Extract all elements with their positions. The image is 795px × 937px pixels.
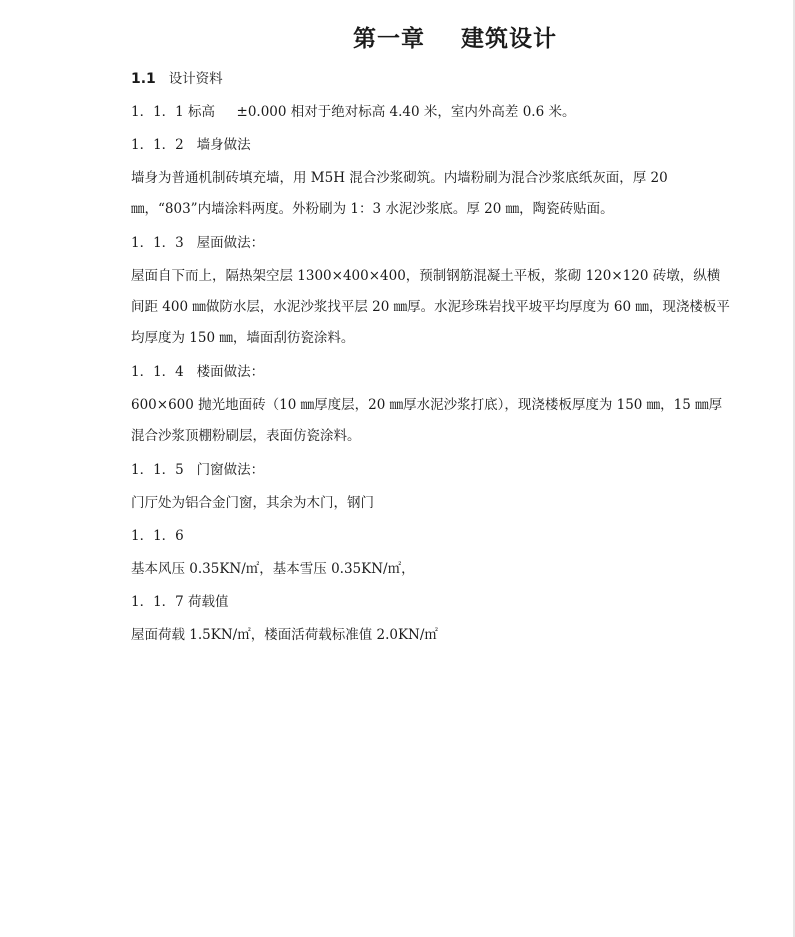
chapter-title: 第一章 建筑设计 xyxy=(352,26,558,52)
wind-snow-heading: 1．1．6 xyxy=(131,528,184,544)
load-text: 屋面荷载 1.5KN/㎡，楼面活荷载标准值 2.0KN/㎡ xyxy=(131,627,438,643)
elevation-line: 1．1．1 标高 ±0.000 相对于绝对标高 4.40 米，室内外高差 0.6 米。 xyxy=(131,104,576,120)
roof-heading: 1．1．3 屋面做法： xyxy=(131,235,265,251)
load-heading: 1．1．7 荷载值 xyxy=(131,594,229,610)
section-number: 1.1 xyxy=(131,71,156,87)
doors-windows-text: 门厅处为铝合金门窗，其余为木门，钢门 xyxy=(131,495,374,511)
roof-paragraph: 屋面自下而上，隔热架空层 1300×400×400，预制钢筋混凝土平板，浆砌 120×120 砖墩，纵横间距 400 ㎜做防水层，水泥沙浆找平层 20 ㎜厚。水泥珍珠岩找平坡平均厚度为 60 ㎜，现浇楼板平均厚度为 150 ㎜，墙面刮彷瓷涂料。 xyxy=(131,268,730,346)
wall-heading: 1．1．2 墙身做法 xyxy=(131,137,251,153)
document-body xyxy=(131,68,731,657)
wall-paragraph: 墙身为普通机制砖填充墙，用 M5H 混合沙浆砌筑。内墙粉刷为混合沙浆底纸灰面，厚 20 ㎜，“803”内墙涂料两度。外粉刷为 1：3 水泥沙浆底。厚 20 ㎜，陶瓷砖贴面。 xyxy=(131,170,668,217)
floor-heading: 1．1．4 楼面做法： xyxy=(131,364,265,380)
wind-snow-text: 基本风压 0.35KN/㎡，基本雪压 0.35KN/㎡， xyxy=(131,561,415,577)
section-heading-1-1 xyxy=(131,68,731,90)
floor-paragraph: 600×600 抛光地面砖（10 ㎜厚度层，20 ㎜厚水泥沙浆打底），现浇楼板厚度为 150 ㎜，15 ㎜厚混合沙浆顶棚粉刷层，表面仿瓷涂料。 xyxy=(131,397,723,444)
doors-windows-heading: 1．1．5 门窗做法： xyxy=(131,462,265,478)
section-title: 设计资料 xyxy=(168,71,223,87)
